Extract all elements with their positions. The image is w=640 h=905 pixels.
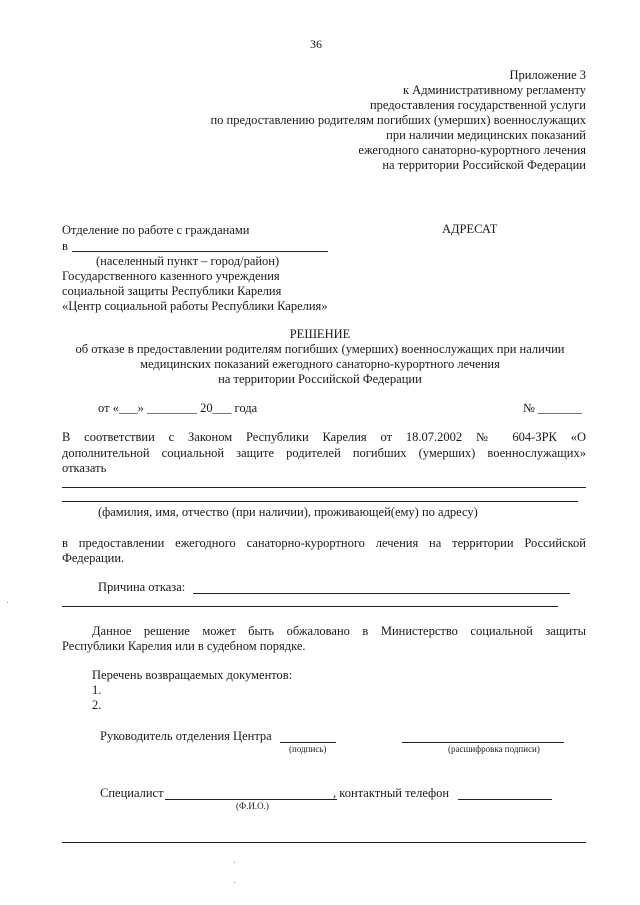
appendix-line: предоставления государственной услуги xyxy=(369,98,586,112)
applicant-hint: (фамилия, имя, отчество (при наличии), проживающей(ему) по адресу) xyxy=(98,505,478,519)
sender-line: «Центр социальной работы Республики Карелия» xyxy=(62,299,328,313)
specialist-name-line xyxy=(165,799,337,800)
provision-line: Федерации. xyxy=(62,551,125,565)
refusal-reason-line xyxy=(62,606,558,607)
appendix-title: Приложение 3 xyxy=(509,68,586,82)
appendix-line: на территории Российской Федерации xyxy=(382,158,586,172)
sender-line: социальной защиты Республики Карелия xyxy=(62,284,282,298)
refuse-word: отказать xyxy=(62,461,107,475)
decision-title: РЕШЕНИЕ xyxy=(289,327,351,341)
returned-docs-title: Перечень возвращаемых документов: xyxy=(92,668,293,682)
scan-mark: · xyxy=(233,878,237,889)
appeal-line: Данное решение может быть обжаловано в Министерство социальной защиты xyxy=(92,624,586,638)
head-label: Руководитель отделения Центра xyxy=(100,729,272,743)
decision-subtitle: на территории Российской Федерации xyxy=(218,372,422,386)
addressee-label: АДРЕСАТ xyxy=(442,222,498,236)
decision-date: от «___» ________ 20___ года xyxy=(98,401,258,415)
scan-mark: · xyxy=(233,858,237,869)
specialist-fio-hint: (Ф.И.О.) xyxy=(236,801,269,811)
page-number: 36 xyxy=(310,37,322,51)
provision-line: в предоставлении ежегодного санаторно-курортного лечения на территории Российской xyxy=(62,536,586,550)
decision-subtitle: об отказе в предоставлении родителям погибших (умерших) военнослужащих при наличии xyxy=(75,342,565,356)
appendix-line: ежегодного санаторно-курортного лечения xyxy=(358,143,586,157)
appendix-line: по предоставлению родителям погибших (умерших) военнослужащих xyxy=(210,113,586,127)
refusal-reason-line xyxy=(193,593,570,594)
phone-field-line xyxy=(458,799,552,800)
appendix-line: к Административному регламенту xyxy=(402,83,586,97)
applicant-field-line xyxy=(62,501,578,502)
decision-subtitle: медицинских показаний ежегодного санаторно-курортного лечения xyxy=(140,357,500,371)
settlement-hint: (населенный пункт – город/район) xyxy=(96,254,280,268)
sender-line: Отделение по работе с гражданами xyxy=(62,223,250,237)
specialist-label: Специалист xyxy=(100,786,164,800)
refusal-reason-label: Причина отказа: xyxy=(98,580,186,594)
cut-line xyxy=(62,842,586,843)
returned-doc-item: 1. xyxy=(92,683,102,697)
signature-hint: (подпись) xyxy=(289,744,327,754)
head-signature-line xyxy=(280,742,336,743)
sender-line-prefix: в xyxy=(62,239,68,253)
law-paragraph-line: В соответствии с Законом Республики Карелия от 18.07.2002 № 604-ЗРК «О xyxy=(62,430,586,444)
appeal-line: Республики Карелия или в судебном порядке. xyxy=(62,639,306,653)
decode-hint: (расшифровка подписи) xyxy=(448,744,540,754)
applicant-field-line xyxy=(62,487,586,488)
settlement-field-line xyxy=(72,251,328,252)
sender-line: Государственного казенного учреждения xyxy=(62,269,280,283)
appendix-line: при наличии медицинских показаний xyxy=(386,128,586,142)
head-decode-line xyxy=(402,742,564,743)
returned-doc-item: 2. xyxy=(92,698,102,712)
phone-label: , контактный телефон xyxy=(333,786,450,800)
scan-mark: · xyxy=(6,598,10,609)
law-paragraph-line: дополнительной социальной защите родителей погибших (умерших) военнослужащих» xyxy=(62,446,586,460)
decision-number: № _______ xyxy=(523,401,582,415)
